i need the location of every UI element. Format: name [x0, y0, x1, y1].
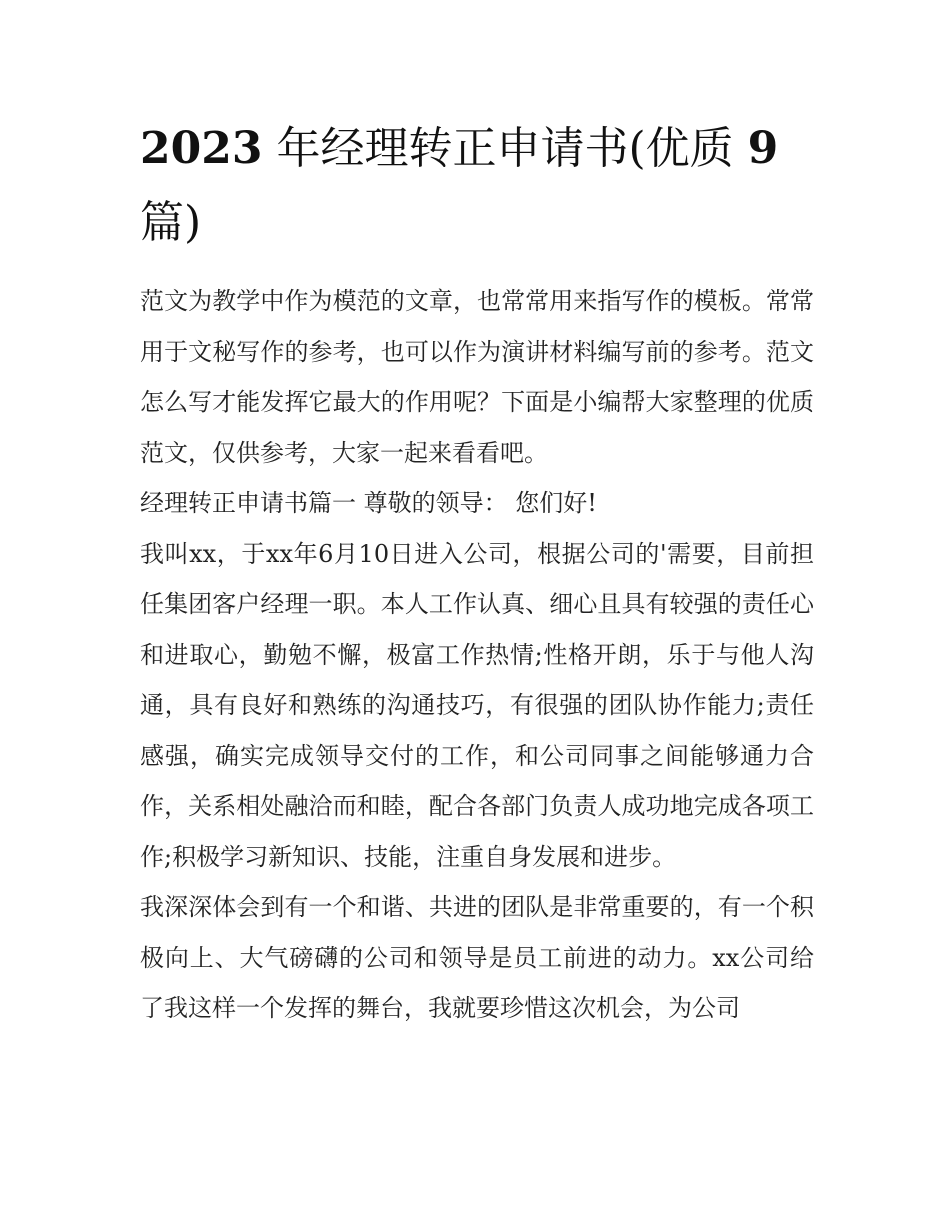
document-title	[140, 112, 820, 260]
paragraph-salutation: 经理转正申请书篇一 尊敬的领导： 您们好!	[140, 489, 597, 517]
title-suffix: 篇)	[140, 197, 202, 248]
paragraph-intro: 范文为教学中作为模范的文章，也常常用来指写作的模板。常常用于文秘写作的参考，也可以作为演讲材料编写前的参考。范文怎么写才能发挥它最大的作用呢？下面是小编帮大家整理的优质范文，仅供参考，大家一起来看看吧。	[140, 287, 814, 467]
title-text: 年经理转正申请书(优质	[276, 123, 734, 174]
paragraph-self-introduction: 我叫xx，于xx年6月10日进入公司，根据公司的'需要，目前担任集团客户经理一职。本人工作认真、细心且具有较强的责任心和进取心，勤勉不懈，极富工作热情;性格开朗，乐于与他人沟通，具有良好和熟练的沟通技巧，有很强的团队协作能力;责任感强，确实完成领导交付的工作，和公司同事之间能够通力合作，关系相处融洽而和睦，配合各部门负责人成功地完成各项工作;积极学习新知识、技能，注重自身发展和进步。	[140, 539, 814, 871]
paragraph-team-reflection: 我深深体会到有一个和谐、共进的团队是非常重要的，有一个积极向上、大气磅礴的公司和领导是员工前进的动力。xx公司给了我这样一个发挥的舞台，我就要珍惜这次机会，为公司	[140, 893, 814, 1022]
title-count: 9	[747, 123, 779, 174]
title-year: 2023	[140, 123, 263, 174]
document-body	[140, 276, 814, 1034]
